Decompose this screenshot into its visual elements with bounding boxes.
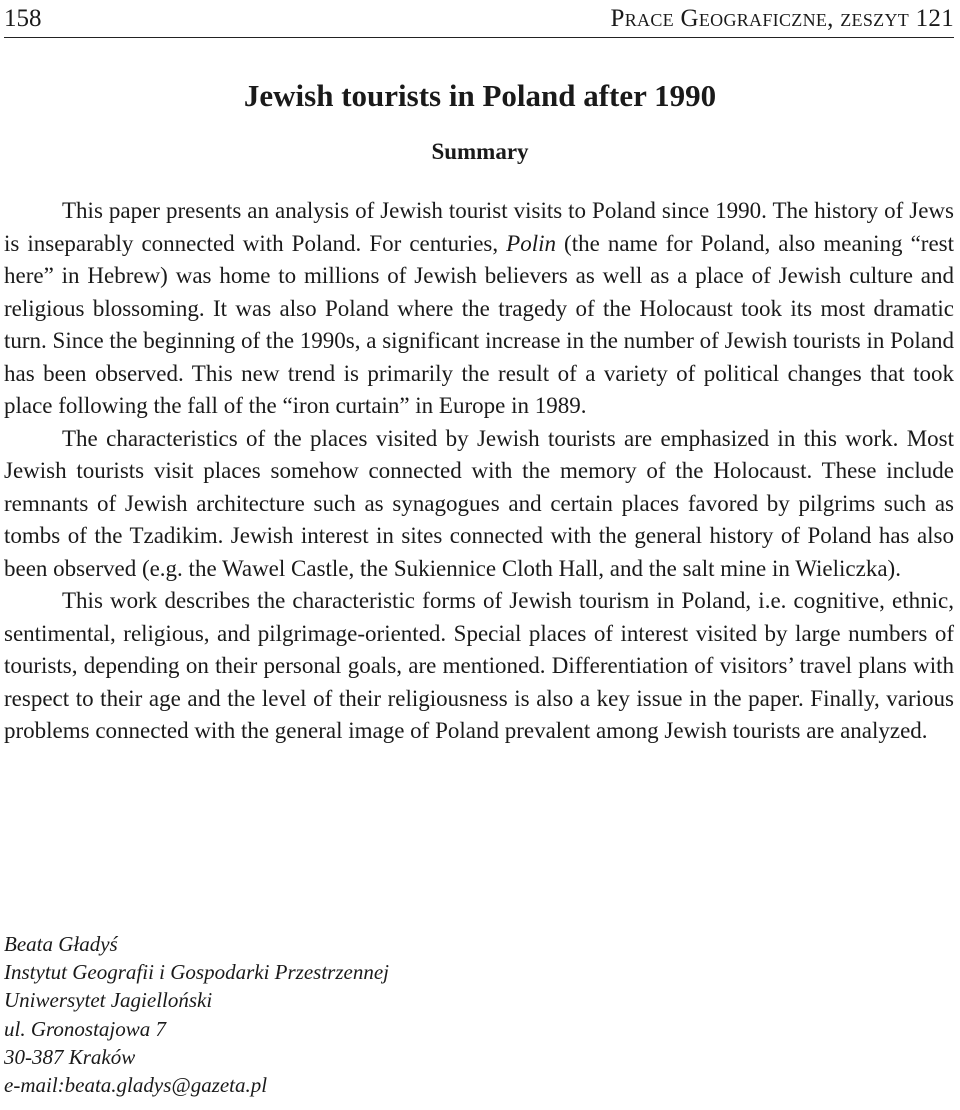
author-street: ul. Gronostajowa 7: [4, 1016, 166, 1041]
author-email: e-mail:beata.gladys@gazeta.pl: [4, 1073, 268, 1098]
summary-paragraph-1: [4, 195, 954, 423]
summary-body: [4, 195, 954, 748]
author-institute: Instytut Geografii i Gospodarki Przestrzennej: [4, 960, 389, 985]
author-block: [4, 930, 704, 1099]
author-university: Uniwersytet Jagielloński: [4, 988, 213, 1013]
page-number: 158: [4, 4, 42, 32]
author-city: 30-387 Kraków: [4, 1044, 136, 1069]
summary-paragraph-2: The characteristics of the places visited by Jewish tourists are emphasized in this work. Most Jewish tourists visit places somehow connected with the memory of the Holocaust. These include remnants of Jewish architecture such as synagogues and certain places favored by pilgrims such as tombs of the Tzadikim. Jewish interest in sites connected with the general history of Poland has also been observed (e.g. the Wawel Castle, the Sukiennice Cloth Hall, and the salt mine in Wieliczka).: [4, 425, 954, 581]
section-heading: Summary: [431, 139, 529, 164]
author-name: Beata Gładyś: [4, 932, 118, 956]
paragraph-1-text-b: (the name for Poland, also meaning “rest here” in Hebrew) was home to millions of Jewish believers as well as a place of Jewish culture and religious blossoming. It was also Poland where the tragedy of the Holocaust took its most dramatic turn. Since the beginning of the 1990s, a significant increase in the number of Jewish tourists in Poland has been observed. This new trend is primarily the result of a variety of political changes that took place following the fall of the “iron curtain” in Europe in 1989.: [4, 230, 955, 418]
article-title: Jewish tourists in Poland after 1990: [243, 78, 717, 113]
running-head: [4, 0, 954, 38]
paragraph-1-text-a: This paper presents an analysis of Jewish tourist visits to Poland since 1990. The history of Jews is inseparably connected with Poland. For centuries,: [4, 198, 954, 256]
summary-paragraph-3: This work describes the characteristic forms of Jewish tourism in Poland, i.e. cognitive, ethnic, sentimental, religious, and pilgrimage-oriented. Special places of interest visited by large numbers of tourists, depending on their personal goals, are mentioned. Differentiation of visitors’ travel plans with respect to their age and the level of their religiousness is also a key issue in the paper. Finally, various problems connected with the general image of Poland prevalent among Jewish tourists are analyzed.: [4, 588, 954, 743]
paragraph-1-italic-term: Polin: [506, 230, 556, 256]
journal-title: Prace Geograficzne, zeszyt 121: [610, 4, 954, 32]
